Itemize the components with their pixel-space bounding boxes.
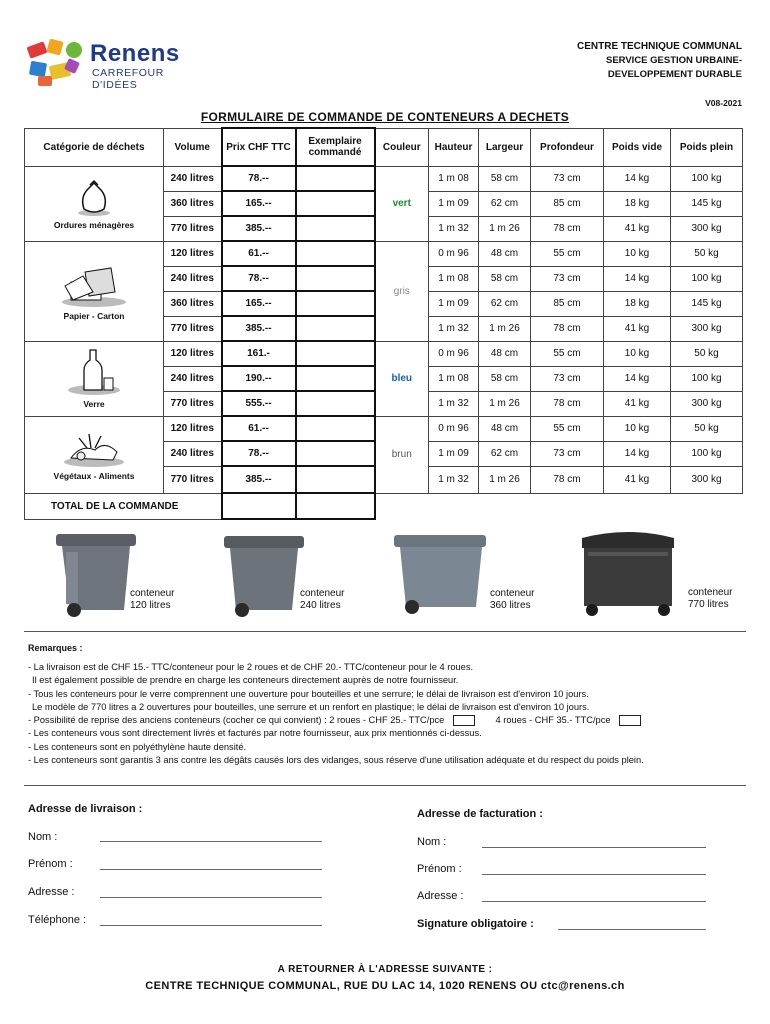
- poids-vide-cell: 10 kg: [604, 416, 671, 441]
- billing-nom: [417, 836, 446, 848]
- table-row: [25, 166, 743, 191]
- paper-stack-icon: [25, 262, 163, 311]
- poids-vide-cell: 14 kg: [604, 366, 671, 391]
- hauteur-cell: 1 m 08: [429, 166, 479, 191]
- quantity-input[interactable]: [296, 341, 375, 366]
- poids-vide-cell: 14 kg: [604, 266, 671, 291]
- quantity-input[interactable]: [296, 216, 375, 241]
- reprise-4-label: 4 roues - CHF 35.- TTC/pce: [495, 715, 611, 726]
- delivery-prenom: [28, 858, 73, 870]
- poids-plein-cell: 100 kg: [671, 366, 743, 391]
- delivery-title: Adresse de livraison :: [28, 803, 143, 815]
- largeur-cell: 62 cm: [479, 191, 531, 216]
- poids-plein-cell: 145 kg: [671, 191, 743, 216]
- poids-plein-cell: 100 kg: [671, 166, 743, 191]
- quantity-input[interactable]: [296, 441, 375, 466]
- volume-cell: 770 litres: [164, 391, 222, 416]
- price-cell: 385.--: [222, 216, 296, 241]
- remark-line: - La livraison est de CHF 15.- TTC/conteneur pour le 2 roues et de CHF 20.- TTC/conteneur pour le 4 roues.: [28, 662, 474, 672]
- delivery-telephone-input[interactable]: [100, 917, 322, 926]
- bin-240-caption: [300, 588, 344, 612]
- billing-nom-input[interactable]: [482, 839, 706, 848]
- quantity-input[interactable]: [296, 316, 375, 341]
- delivery-nom-input[interactable]: [100, 833, 322, 842]
- remark-line: Il est également possible de prendre en charge les conteneurs directement auprès de notre fournisseur.: [32, 675, 459, 686]
- largeur-cell: 48 cm: [479, 241, 531, 266]
- field-label: Prénom :: [28, 858, 73, 870]
- field-label: Nom :: [417, 836, 447, 848]
- price-cell: 385.--: [222, 316, 296, 341]
- bin-770-image: [578, 530, 678, 625]
- quantity-input[interactable]: [296, 416, 375, 441]
- form-title: FORMULAIRE DE COMMANDE DE CONTENEURS A DECHETS: [200, 110, 570, 124]
- bin-caption-line: conteneur: [490, 588, 535, 599]
- column-header: Largeur: [479, 128, 531, 166]
- bin-120-caption: [130, 588, 174, 612]
- remark-line: - Tous les conteneurs pour le verre comprennent une ouverture pour bouteilles et une serrure; le délai de livraison est d'environ 10 jours.: [28, 688, 589, 699]
- hauteur-cell: 1 m 09: [429, 291, 479, 316]
- hauteur-cell: 1 m 09: [429, 441, 479, 466]
- category-cell: [25, 416, 164, 493]
- poids-vide-cell: 41 kg: [604, 316, 671, 341]
- version-label: V08-2021: [705, 98, 742, 108]
- billing-adresse-input[interactable]: [482, 893, 706, 902]
- volume-cell: 770 litres: [164, 316, 222, 341]
- total-quantity-input[interactable]: [296, 493, 375, 519]
- price-cell: 61.--: [222, 241, 296, 266]
- price-cell: 165.--: [222, 291, 296, 316]
- hauteur-cell: 1 m 08: [429, 366, 479, 391]
- hauteur-cell: 1 m 09: [429, 191, 479, 216]
- remarks-block: [28, 661, 748, 767]
- table-row: [25, 241, 743, 266]
- category-label: Ordures ménagères: [53, 220, 135, 230]
- column-header: Catégorie de déchets: [25, 128, 164, 166]
- bin-caption-line: conteneur: [688, 587, 733, 598]
- poids-vide-cell: 18 kg: [604, 291, 671, 316]
- profondeur-cell: 55 cm: [531, 341, 604, 366]
- hauteur-cell: 0 m 96: [429, 241, 479, 266]
- price-cell: 165.--: [222, 191, 296, 216]
- divider: [24, 631, 746, 632]
- volume-cell: 360 litres: [164, 291, 222, 316]
- field-label: Prénom :: [417, 863, 462, 875]
- service-line-2: DEVELOPPEMENT DURABLE: [607, 69, 742, 80]
- profondeur-cell: 78 cm: [531, 391, 604, 416]
- volume-cell: 240 litres: [164, 166, 222, 191]
- quantity-input[interactable]: [296, 366, 375, 391]
- volume-cell: 770 litres: [164, 216, 222, 241]
- bin-caption-line: 770 litres: [688, 599, 729, 610]
- price-cell: 61.--: [222, 416, 296, 441]
- poids-vide-cell: 18 kg: [604, 191, 671, 216]
- field-label: Adresse :: [417, 890, 464, 902]
- largeur-cell: 1 m 26: [479, 391, 531, 416]
- poids-plein-cell: 100 kg: [671, 266, 743, 291]
- logo-subtitle: CARREFOUR D'IDÉES: [92, 67, 164, 91]
- billing-signature: [417, 918, 534, 930]
- largeur-cell: 58 cm: [479, 166, 531, 191]
- poids-vide-cell: 14 kg: [604, 166, 671, 191]
- delivery-adresse-input[interactable]: [100, 889, 322, 898]
- category-label: Végétaux - Aliments: [53, 471, 135, 481]
- poids-vide-cell: 10 kg: [604, 241, 671, 266]
- column-header: Profondeur: [531, 128, 604, 166]
- bin-caption-line: 240 litres: [300, 600, 341, 611]
- remark-line: - Les conteneurs sont garantis 3 ans contre les dégâts causés lors des vidanges, sous réserve d'une utilisation adéquate et du respect du poids plein.: [28, 755, 644, 766]
- header-department: [577, 40, 742, 82]
- poids-vide-cell: 41 kg: [604, 216, 671, 241]
- table-row: [25, 341, 743, 366]
- price-cell: 78.--: [222, 166, 296, 191]
- column-header: Hauteur: [429, 128, 479, 166]
- largeur-cell: 58 cm: [479, 266, 531, 291]
- poids-plein-cell: 300 kg: [671, 391, 743, 416]
- reprise-2-checkbox[interactable]: [453, 715, 475, 726]
- logo-mark-icon: [24, 38, 90, 88]
- reprise-2-label: - Possibilité de reprise des anciens conteneurs (cocher ce qui convient) : 2 roues - CHF 25.- TTC/pce: [28, 715, 445, 726]
- category-label: Verre: [83, 399, 105, 409]
- poids-vide-cell: 41 kg: [604, 391, 671, 416]
- poids-plein-cell: 300 kg: [671, 316, 743, 341]
- delivery-prenom-input[interactable]: [100, 861, 322, 870]
- category-cell: [25, 241, 164, 341]
- profondeur-cell: 85 cm: [531, 291, 604, 316]
- volume-cell: 120 litres: [164, 416, 222, 441]
- column-header: Poids vide: [604, 128, 671, 166]
- hauteur-cell: 0 m 96: [429, 341, 479, 366]
- billing-prenom: [417, 863, 462, 875]
- reprise-line: [28, 714, 748, 727]
- profondeur-cell: 78 cm: [531, 216, 604, 241]
- renens-logo: [24, 38, 194, 91]
- largeur-cell: 1 m 26: [479, 216, 531, 241]
- total-label: TOTAL DE LA COMMANDE: [25, 493, 222, 519]
- profondeur-cell: 73 cm: [531, 366, 604, 391]
- bin-770-caption: [688, 587, 732, 611]
- bin-caption-line: 120 litres: [130, 600, 171, 611]
- dept-name: CENTRE TECHNIQUE COMMUNAL: [577, 41, 742, 52]
- largeur-cell: 1 m 26: [479, 466, 531, 493]
- quantity-input[interactable]: [296, 191, 375, 216]
- table-row: [25, 416, 743, 441]
- largeur-cell: 62 cm: [479, 291, 531, 316]
- quantity-input[interactable]: [296, 291, 375, 316]
- field-label: Nom :: [28, 831, 58, 843]
- profondeur-cell: 55 cm: [531, 241, 604, 266]
- remark-line: - Les conteneurs vous sont directement livrés et facturés par notre fournisseur, aux prix mentionnés ci-dessus.: [28, 728, 482, 739]
- volume-cell: 240 litres: [164, 366, 222, 391]
- service-line-1: SERVICE GESTION URBAINE-: [605, 55, 742, 66]
- volume-cell: 240 litres: [164, 266, 222, 291]
- bin-120-image: [52, 532, 142, 623]
- price-cell: 190.--: [222, 366, 296, 391]
- poids-plein-cell: 50 kg: [671, 341, 743, 366]
- quantity-input[interactable]: [296, 466, 375, 493]
- category-label: Papier - Carton: [63, 310, 125, 321]
- poids-vide-cell: 10 kg: [604, 341, 671, 366]
- glass-bottle-icon: [25, 348, 163, 399]
- billing-prenom-input[interactable]: [482, 866, 706, 875]
- category-cell: [25, 341, 164, 416]
- quantity-input[interactable]: [296, 266, 375, 291]
- column-header: Exemplaire commandé: [296, 128, 375, 166]
- field-label: Téléphone :: [28, 914, 87, 926]
- volume-cell: 120 litres: [164, 341, 222, 366]
- price-cell: 78.--: [222, 441, 296, 466]
- poids-plein-cell: 145 kg: [671, 291, 743, 316]
- billing-title: Adresse de facturation :: [417, 808, 543, 820]
- largeur-cell: 48 cm: [479, 341, 531, 366]
- poids-plein-cell: 100 kg: [671, 441, 743, 466]
- footer-line-2: CENTRE TECHNIQUE COMMUNAL, RUE DU LAC 14, 1020 RENENS OU ctc@renens.ch: [145, 980, 625, 992]
- column-header: Prix CHF TTC: [222, 128, 296, 166]
- poids-plein-cell: 50 kg: [671, 416, 743, 441]
- volume-cell: 770 litres: [164, 466, 222, 493]
- column-header: Poids plein: [671, 128, 743, 166]
- bin-caption-line: 360 litres: [490, 600, 531, 611]
- bin-color-cell: gris: [375, 241, 429, 341]
- remarks-title: Remarques :: [28, 643, 83, 653]
- quantity-input[interactable]: [296, 166, 375, 191]
- poids-plein-cell: 300 kg: [671, 216, 743, 241]
- vegetables-icon: [25, 428, 163, 471]
- total-price-input[interactable]: [222, 493, 296, 519]
- bin-240-image: [222, 534, 308, 623]
- volume-cell: 120 litres: [164, 241, 222, 266]
- quantity-input[interactable]: [296, 391, 375, 416]
- quantity-input[interactable]: [296, 241, 375, 266]
- reprise-4-checkbox[interactable]: [619, 715, 641, 726]
- profondeur-cell: 78 cm: [531, 316, 604, 341]
- largeur-cell: 1 m 26: [479, 316, 531, 341]
- footer-line-1: A RETOURNER À L'ADRESSE SUIVANTE :: [277, 964, 493, 975]
- bin-caption-line: conteneur: [130, 588, 175, 599]
- price-cell: 161.-: [222, 341, 296, 366]
- hauteur-cell: 1 m 08: [429, 266, 479, 291]
- bin-360-image: [392, 533, 492, 620]
- field-label: Signature obligatoire :: [417, 918, 534, 930]
- hauteur-cell: 0 m 96: [429, 416, 479, 441]
- price-cell: 385.--: [222, 466, 296, 493]
- billing-adresse: [417, 890, 463, 902]
- profondeur-cell: 73 cm: [531, 441, 604, 466]
- largeur-cell: 62 cm: [479, 441, 531, 466]
- bin-color-cell: brun: [375, 416, 429, 493]
- bin-color-cell: bleu: [375, 341, 429, 416]
- delivery-adresse: [28, 886, 74, 898]
- divider: [24, 785, 746, 786]
- profondeur-cell: 78 cm: [531, 466, 604, 493]
- price-cell: 78.--: [222, 266, 296, 291]
- field-label: Adresse :: [28, 886, 75, 898]
- hauteur-cell: 1 m 32: [429, 391, 479, 416]
- volume-cell: 240 litres: [164, 441, 222, 466]
- logo-name: Renens: [90, 40, 180, 67]
- profondeur-cell: 73 cm: [531, 266, 604, 291]
- bin-color-cell: vert: [375, 166, 429, 241]
- remark-line: - Les conteneurs sont en polyéthylène haute densité.: [28, 741, 247, 752]
- delivery-telephone: [28, 914, 86, 926]
- poids-vide-cell: 41 kg: [604, 466, 671, 493]
- price-cell: 555.--: [222, 391, 296, 416]
- remark-line: Le modèle de 770 litres a 2 ouvertures pour bouteilles, une serrure et un renfort en plastique; le délai de livraison est d'environ 10 jours.: [32, 701, 590, 712]
- profondeur-cell: 55 cm: [531, 416, 604, 441]
- poids-plein-cell: 50 kg: [671, 241, 743, 266]
- column-header: Volume: [164, 128, 222, 166]
- profondeur-cell: 85 cm: [531, 191, 604, 216]
- delivery-nom: [28, 831, 57, 843]
- largeur-cell: 48 cm: [479, 416, 531, 441]
- order-table: [24, 127, 743, 520]
- hauteur-cell: 1 m 32: [429, 316, 479, 341]
- profondeur-cell: 73 cm: [531, 166, 604, 191]
- hauteur-cell: 1 m 32: [429, 466, 479, 493]
- table-header-row: [25, 128, 743, 166]
- poids-vide-cell: 14 kg: [604, 441, 671, 466]
- signature-input[interactable]: [558, 921, 706, 930]
- bin-360-caption: [490, 588, 534, 612]
- column-header: Couleur: [375, 128, 429, 166]
- category-cell: [25, 166, 164, 241]
- poids-plein-cell: 300 kg: [671, 466, 743, 493]
- total-row: [25, 493, 743, 519]
- volume-cell: 360 litres: [164, 191, 222, 216]
- hauteur-cell: 1 m 32: [429, 216, 479, 241]
- bin-caption-line: conteneur: [300, 588, 345, 599]
- largeur-cell: 58 cm: [479, 366, 531, 391]
- trash-bag-icon: [25, 177, 163, 220]
